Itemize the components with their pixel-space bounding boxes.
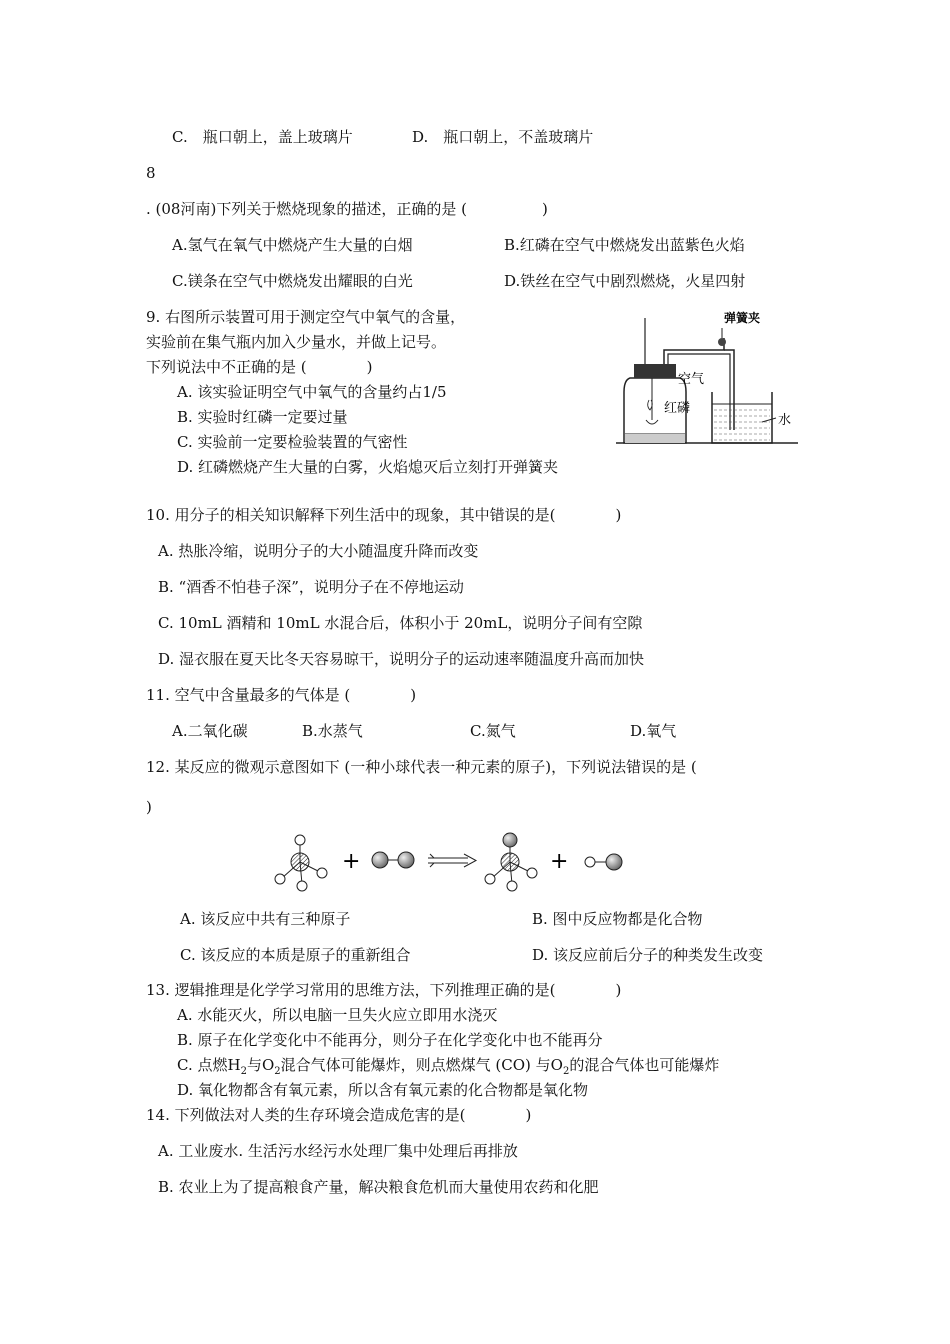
q9-stem-line2: 实验前在集气瓶内加入少量水，并做上记号。	[146, 333, 447, 351]
fig-label-water: 水	[778, 412, 792, 427]
q10-option-d: D. 湿衣服在夏天比冬天容易晾干，说明分子的运动速率随温度升高而加快	[158, 650, 645, 668]
q9-option-c: C. 实验前一定要检验装置的气密性	[177, 433, 408, 451]
q11-option-c: C.氮气	[470, 722, 516, 740]
q13-c-sub3: 2	[562, 1066, 570, 1077]
q14-stem: 14. 下列做法对人类的生存环境会造成危害的是( )	[146, 1106, 532, 1124]
q10-option-c: C. 10mL 酒精和 10mL 水混合后，体积小于 20mL，说明分子间有空隙	[158, 614, 643, 632]
q13-c-sub2: 2	[274, 1066, 281, 1077]
q11-stem: 11. 空气中含量最多的气体是 ( )	[146, 686, 417, 704]
q7-option-c: C. 瓶口朝上，盖上玻璃片	[172, 128, 353, 146]
reactant-molecule-1	[275, 835, 327, 891]
q13-c-mid: 与O	[246, 1056, 275, 1074]
q13-option-d: D. 氧化物都含有氧元素，所以含有氧元素的化合物都是氧化物	[177, 1081, 589, 1099]
plus-sign: +	[550, 849, 569, 874]
reaction-arrow-icon	[428, 854, 476, 867]
q8-option-d: D.铁丝在空气中剧烈燃烧，火星四射	[504, 272, 746, 290]
q9-option-d: D. 红磷燃烧产生大量的白雾，火焰熄灭后立刻打开弹簧夹	[177, 458, 559, 476]
q9-option-a: A. 该实验证明空气中氧气的含量约占1/5	[177, 383, 447, 401]
q9-stem-line3: 下列说法中不正确的是 ( )	[146, 358, 373, 376]
q10-option-a: A. 热胀冷缩，说明分子的大小随温度升降而改变	[158, 542, 479, 560]
q8-option-a: A.氢气在氧气中燃烧产生大量的白烟	[172, 236, 413, 254]
product-molecule-1	[485, 833, 537, 891]
q13-c-sub1: 2	[240, 1066, 247, 1077]
q9-option-b: B. 实验时红磷一定要过量	[177, 408, 348, 426]
q13-c-pre: C. 点燃H	[177, 1056, 241, 1074]
q12-option-b: B. 图中反应物都是化合物	[532, 910, 703, 928]
q12-stem-close: )	[146, 798, 152, 816]
product-molecule-2	[585, 854, 622, 870]
q8-option-b: B.红磷在空气中燃烧发出蓝紫色火焰	[504, 236, 745, 254]
q9-stem-line1: 9. 右图所示装置可用于测定空气中氧气的含量，	[146, 308, 466, 326]
fig-label-red-phosphorus: 红磷	[664, 400, 691, 415]
q8-stem: . (08河南)下列关于燃烧现象的描述，正确的是 ( )	[146, 200, 548, 218]
fig-label-air: 空气	[678, 371, 705, 386]
q7-option-d: D. 瓶口朝上，不盖玻璃片	[412, 128, 594, 146]
q12-stem: 12. 某反应的微观示意图如下 (一种小球代表一种元素的原子)，下列说法错误的是 (	[146, 758, 697, 776]
q12-option-a: A. 该反应中共有三种原子	[180, 910, 351, 928]
q11-option-a: A.二氧化碳	[172, 722, 248, 740]
reaction-micro-diagram	[270, 832, 650, 894]
q13-option-b: B. 原子在化学变化中不能再分，则分子在化学变化中也不能再分	[177, 1031, 603, 1049]
q8-number: 8	[146, 164, 156, 182]
reactant-molecule-2	[372, 852, 414, 868]
q10-stem: 10. 用分子的相关知识解释下列生活中的现象，其中错误的是( )	[146, 506, 622, 524]
q13-stem: 13. 逻辑推理是化学学习常用的思维方法，下列推理正确的是( )	[146, 981, 622, 999]
oxygen-content-apparatus-figure	[612, 300, 802, 452]
q13-c-mid2: 混合气体可能爆炸，则点燃煤气 (CO) 与O	[280, 1056, 563, 1074]
plus-sign: +	[342, 849, 361, 874]
q8-option-c: C.镁条在空气中燃烧发出耀眼的白光	[172, 272, 413, 290]
q14-option-a: A. 工业废水. 生活污水经污水处理厂集中处理后再排放	[158, 1142, 518, 1160]
q10-option-b: B. “酒香不怕巷子深”，说明分子在不停地运动	[158, 578, 464, 596]
q13-option-a: A. 水能灭火，所以电脑一旦失火应立即用水浇灭	[177, 1006, 498, 1024]
q12-option-d: D. 该反应前后分子的种类发生改变	[532, 946, 764, 964]
fig-label-spring-clip: 弹簧夹	[724, 311, 761, 325]
q11-option-b: B.水蒸气	[302, 722, 363, 740]
q12-option-c: C. 该反应的本质是原子的重新组合	[180, 946, 411, 964]
q13-option-c	[177, 1055, 719, 1082]
q11-option-d: D.氧气	[630, 722, 677, 740]
q14-option-b: B. 农业上为了提高粮食产量，解决粮食危机而大量使用农药和化肥	[158, 1178, 599, 1196]
q13-c-post: 的混合气体也可能爆炸	[569, 1056, 720, 1074]
